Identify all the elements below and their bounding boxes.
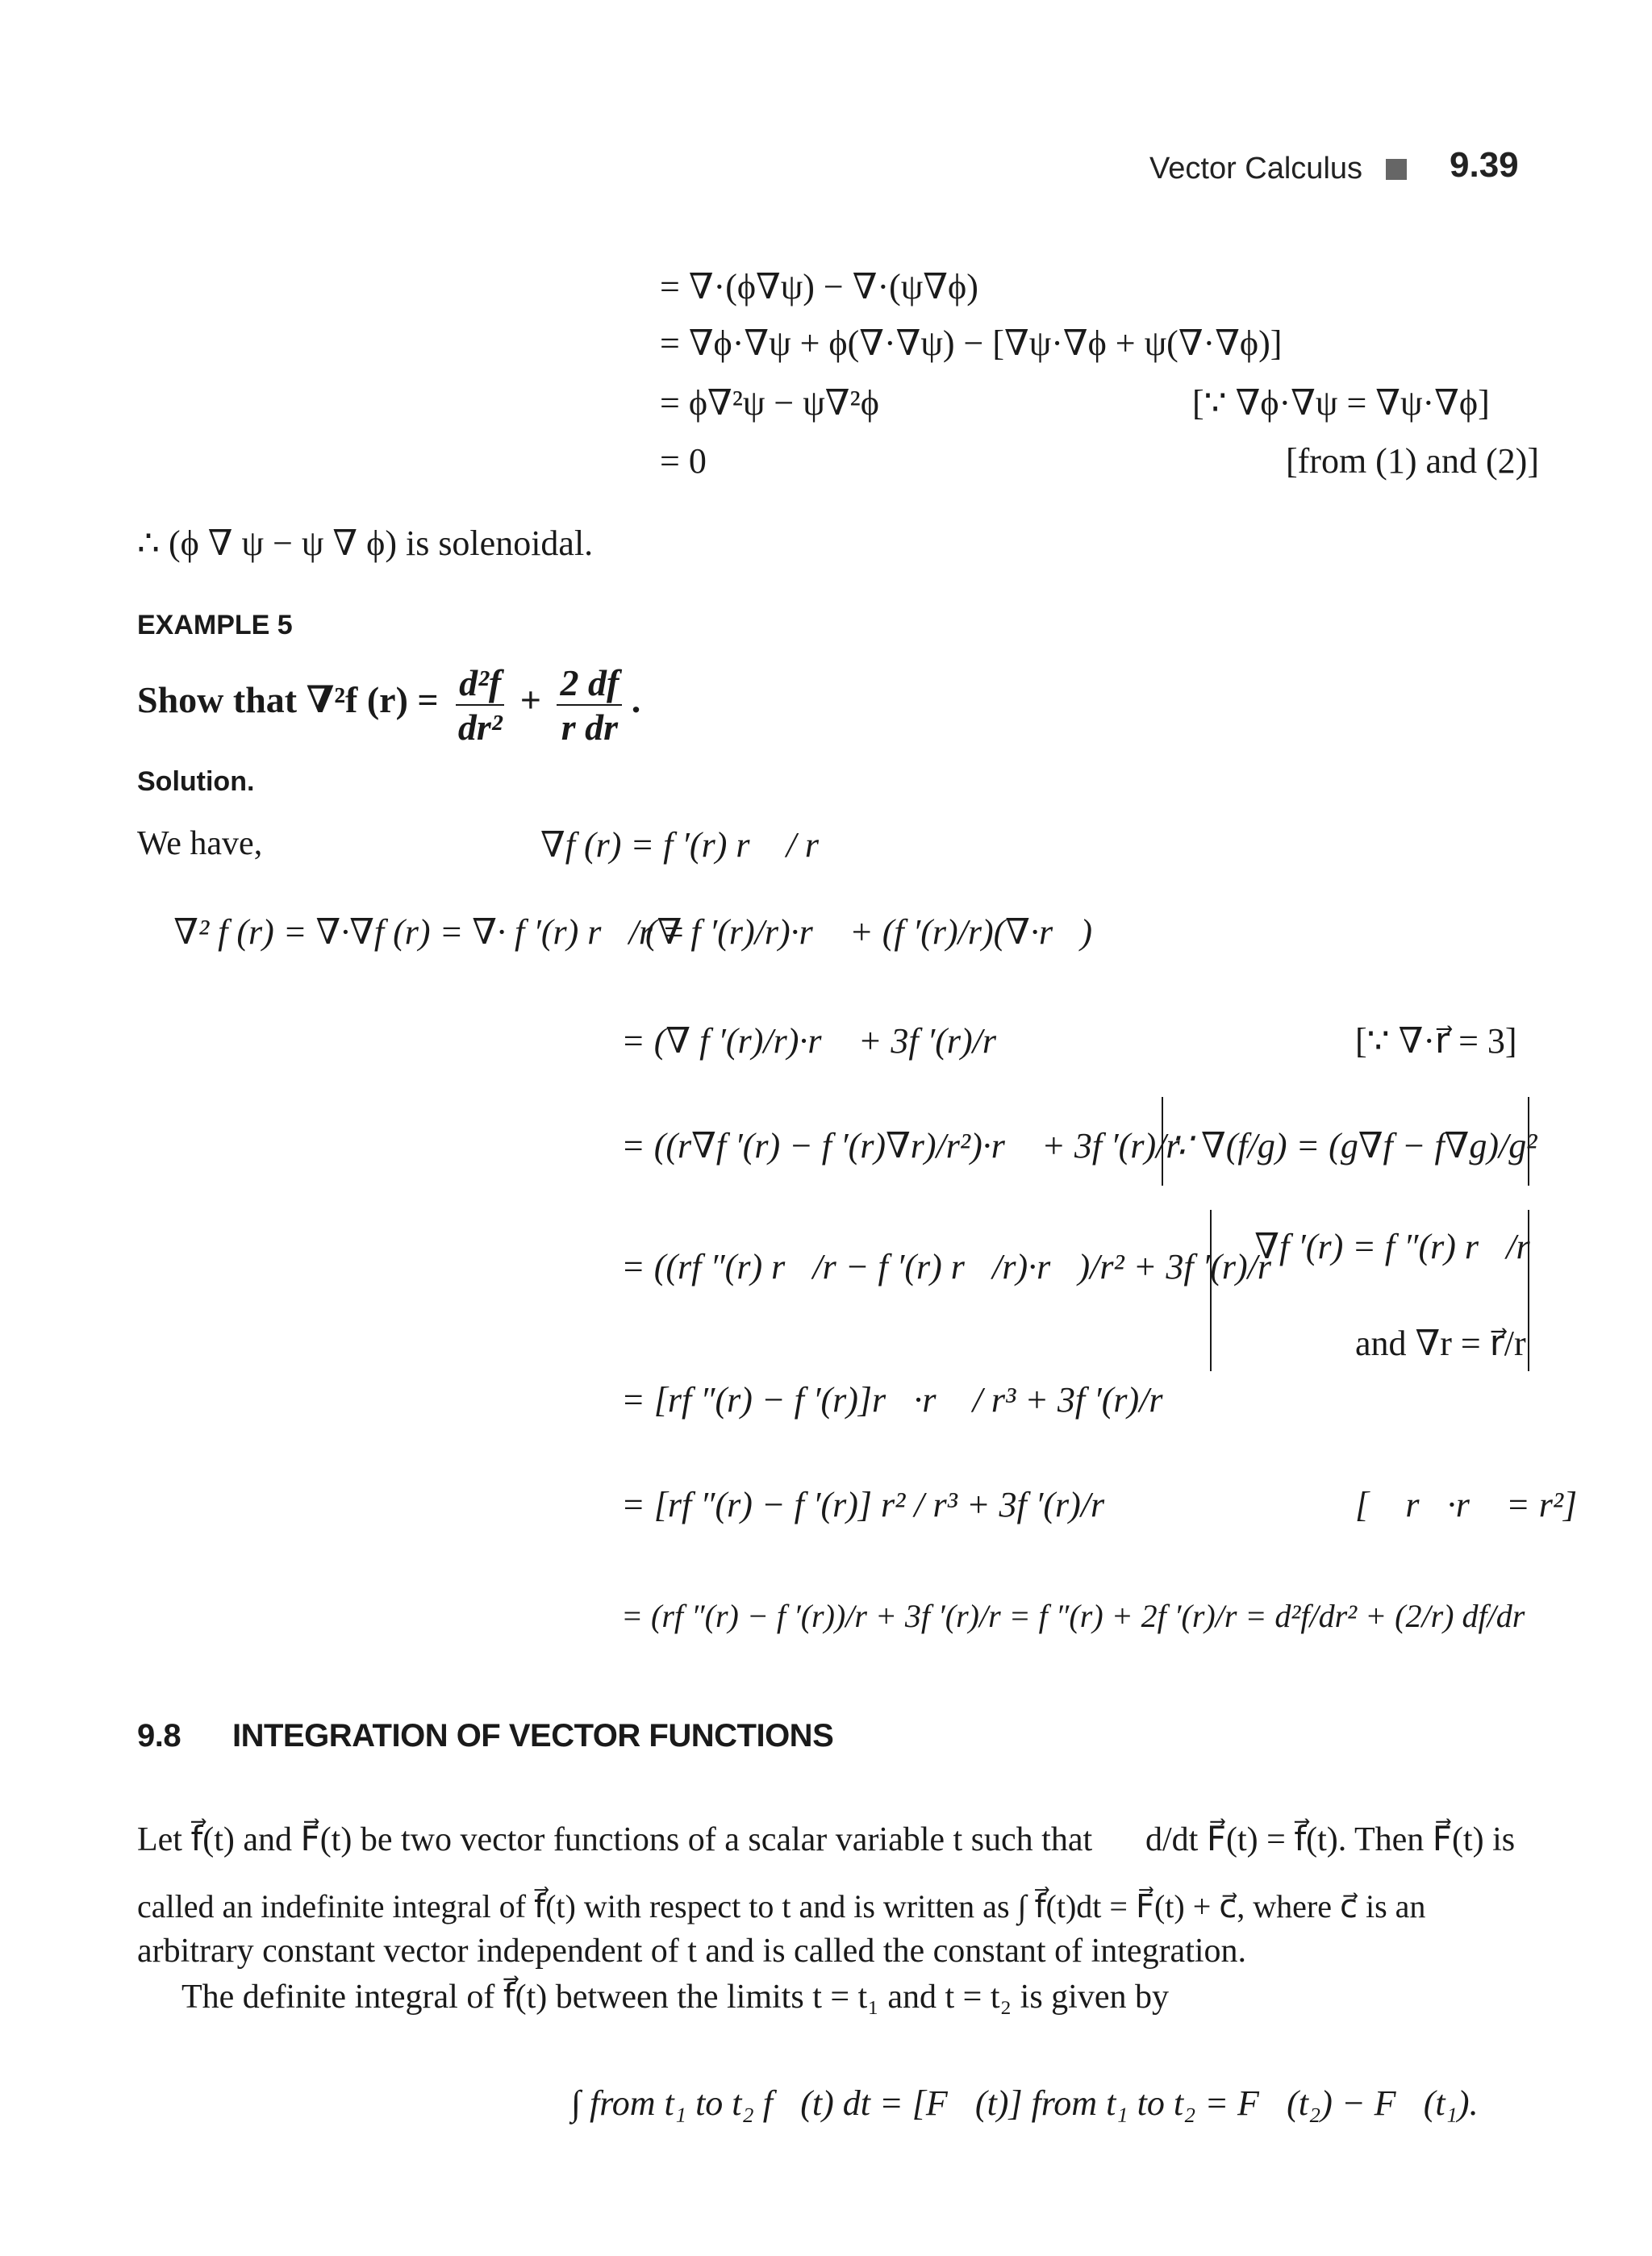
solution-line-7-note: [∵ r⃗·r⃗ = r²]	[1355, 1485, 1578, 1524]
solution-line-8: = (rf ″(r) − f ′(r))/r + 3f ′(r)/r = f ″(r) + 2f ′(r)/r = d²f/dr² + (2/r) df/dr	[621, 1598, 1525, 1634]
solution-line-2-rhs: (∇ f ′(r)/r)·r⃗ + (f ′(r)/r)(∇·r⃗)	[645, 912, 1092, 952]
paragraph-1a: Let f⃗(t) and F⃗(t) be two vector functions of a scalar variable t such that	[137, 1821, 1093, 1858]
solution-line-4: = ((r∇f ′(r) − f ′(r)∇r)/r²)·r⃗ + 3f ′(r)/r	[621, 1126, 1180, 1166]
statement-frac1-num: d²f	[456, 661, 504, 706]
solution-line-6: = [rf ″(r) − f ′(r)]r⃗·r⃗ / r³ + 3f ′(r)/r	[621, 1380, 1163, 1420]
header-square-icon	[1386, 159, 1407, 184]
paragraph-4: The definite integral of f⃗(t) between the limits t = t₁ and t = t₂ is given by	[181, 1979, 1169, 2016]
statement-frac2-num: 2 df	[557, 661, 622, 706]
example-statement	[137, 661, 640, 749]
derivation-line-2: = ∇ϕ·∇ψ + ϕ(∇·∇ψ) − [∇ψ·∇ϕ + ψ(∇·∇ϕ)]	[660, 323, 1283, 363]
statement-plus: +	[519, 679, 541, 720]
running-title: Vector Calculus	[1149, 152, 1363, 186]
solution-label: Solution.	[137, 766, 255, 797]
we-have-text: We have,	[137, 825, 263, 862]
statement-prefix: Show that ∇²f (r) =	[137, 679, 439, 720]
derivation-line-1: = ∇·(ϕ∇ψ) − ∇·(ψ∇ϕ)	[660, 267, 978, 306]
solution-line-7: = [rf ″(r) − f ′(r)] r² / r³ + 3f ′(r)/r	[621, 1485, 1105, 1524]
section-number: 9.8	[137, 1718, 181, 1754]
page-number: 9.39	[1450, 145, 1519, 185]
derivation-line-3: = ϕ∇²ψ − ψ∇²ϕ	[660, 383, 879, 423]
section-title: INTEGRATION OF VECTOR FUNCTIONS	[232, 1718, 834, 1754]
solution-line-5-note-2: and ∇r = r⃗/r	[1355, 1324, 1526, 1363]
definite-integral-equation: ∫ from t₁ to t₂ f⃗(t) dt = [F⃗(t)] from t₁ to t₂ = F⃗(t₂) − F⃗(t₁).	[571, 2083, 1479, 2123]
statement-fraction-1	[456, 661, 504, 749]
solution-line-2-lhs: ∴ ∇² f (r) = ∇·∇f (r) = ∇· f ′(r) r⃗/r =	[137, 912, 686, 952]
derivation-line-4: = 0	[660, 441, 707, 481]
solution-line-5-note-1: ∵ ∇f ′(r) = f ″(r) r⃗/r	[1218, 1227, 1530, 1266]
solution-line-5: = ((rf ″(r) r⃗/r − f ′(r) r⃗/r)·r⃗)/r² + 3f ′(r)/r	[621, 1247, 1271, 1286]
solution-line-4-note: ∵ ∇(f/g) = (g∇f − f∇g)/g²	[1170, 1126, 1537, 1166]
line4-note-bracket	[1162, 1097, 1529, 1186]
statement-fraction-2	[557, 661, 622, 749]
paragraph-2: called an indefinite integral of f⃗(t) with respect to t and is written as ∫ f⃗(t)dt = F⃗(t) + c⃗, where c⃗ is an	[137, 1888, 1426, 1924]
solenoidal-conclusion: ∴ (ϕ ∇ ψ − ψ ∇ ϕ) is solenoidal.	[137, 523, 594, 563]
derivation-note-1: [∵ ∇ϕ·∇ψ = ∇ψ·∇ϕ]	[1192, 383, 1490, 423]
statement-end: .	[631, 679, 641, 720]
solution-line-3-note: [∵ ∇·r⃗ = 3]	[1355, 1021, 1517, 1061]
paragraph-3: arbitrary constant vector independent of t and is called the constant of integration.	[137, 1933, 1247, 1970]
statement-frac1-den: dr²	[457, 707, 503, 748]
statement-frac2-den: r dr	[561, 707, 619, 748]
paragraph-1b: d/dt F⃗(t) = f⃗(t). Then F⃗(t) is	[1145, 1821, 1516, 1858]
solution-line-3: = (∇ f ′(r)/r)·r⃗ + 3f ′(r)/r	[621, 1021, 997, 1061]
derivation-note-2: [from (1) and (2)]	[1286, 441, 1539, 481]
example-label: EXAMPLE 5	[137, 610, 293, 640]
solution-line-1: ∇f (r) = f ′(r) r⃗ / r	[540, 825, 820, 865]
